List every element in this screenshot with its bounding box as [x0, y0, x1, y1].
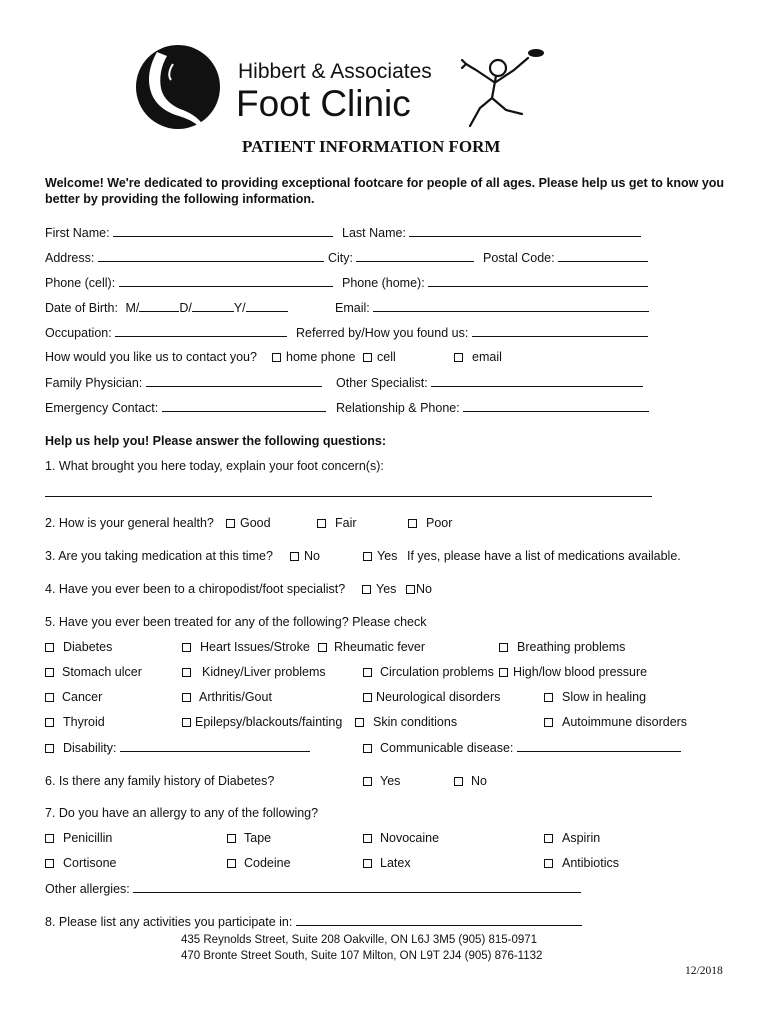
q5-skin[interactable] [355, 715, 457, 729]
occupation-row [45, 325, 287, 340]
q5-healing-label: Slow in healing [562, 690, 647, 704]
revision-date: 12/2018 [685, 965, 723, 977]
q5-breathing[interactable] [499, 640, 625, 654]
contact-cell-option[interactable] [363, 350, 396, 364]
q7-codeine-checkbox[interactable] [227, 859, 236, 868]
q5-blood-pressure-checkbox[interactable] [499, 668, 508, 677]
q2-poor-option[interactable] [408, 516, 452, 530]
q7-novocaine[interactable] [363, 831, 439, 845]
question-4: 4. Have you ever been to a chiropodist/foot specialist? [45, 582, 346, 596]
q5-rheumatic-label: Rheumatic fever [334, 640, 426, 654]
q5-thyroid-label: Thyroid [63, 715, 105, 729]
q2-poor-checkbox[interactable] [408, 519, 417, 528]
q5-cancer-checkbox[interactable] [45, 693, 54, 702]
q7-latex-label: Latex [380, 856, 411, 870]
q2-fair-option[interactable] [317, 516, 357, 530]
q5-healing[interactable] [544, 690, 646, 704]
q5-autoimmune-checkbox[interactable] [544, 718, 553, 727]
last-name-field[interactable] [409, 225, 641, 237]
occupation-label: Occupation: [45, 326, 112, 340]
emergency-contact-label: Emergency Contact: [45, 401, 159, 415]
intro-line-2: better by providing the following information. [45, 192, 315, 206]
q5-circulation-checkbox[interactable] [363, 668, 372, 677]
q7-penicillin-checkbox[interactable] [45, 834, 54, 843]
questions-heading: Help us help you! Please answer the following questions: [45, 434, 387, 448]
phone-home-row [342, 275, 648, 290]
q6-yes-label: Yes [380, 774, 401, 788]
q7-novocaine-label: Novocaine [380, 831, 440, 845]
address-row [45, 250, 324, 265]
question-8: 8. Please list any activities you participate in: [45, 915, 293, 929]
dob-year-field[interactable] [246, 300, 288, 312]
dob-day-field[interactable] [192, 300, 234, 312]
q6-yes-option[interactable] [363, 774, 400, 788]
postal-code-label: Postal Code: [483, 251, 555, 265]
contact-pref-row [45, 350, 257, 364]
contact-home-label: home phone [286, 350, 356, 364]
q7-tape-label: Tape [244, 831, 272, 845]
last-name-row [342, 225, 641, 240]
q7-latex[interactable] [363, 856, 411, 870]
q5-arthritis[interactable] [182, 690, 272, 704]
q2-poor-label: Poor [426, 516, 453, 530]
contact-cell-label: cell [377, 350, 396, 364]
city-label: City: [328, 251, 353, 265]
q4-yes-checkbox[interactable] [362, 585, 371, 594]
contact-email-option[interactable] [454, 350, 502, 364]
q5-thyroid-checkbox[interactable] [45, 718, 54, 727]
q4-no-checkbox[interactable] [406, 585, 415, 594]
email-row [335, 300, 649, 315]
q3-no-option[interactable] [290, 549, 320, 563]
q5-kidney-label: Kidney/Liver problems [202, 665, 326, 679]
phone-home-field[interactable] [428, 275, 648, 287]
q5-kidney[interactable] [182, 665, 326, 679]
question-5: 5. Have you ever been treated for any of the following? Please check [45, 615, 427, 629]
q5-breathing-label: Breathing problems [517, 640, 626, 654]
dob-month-field[interactable] [139, 300, 179, 312]
other-specialist-row [336, 375, 643, 390]
question-1: 1. What brought you here today, explain your foot concern(s): [45, 459, 384, 473]
phone-cell-row [45, 275, 333, 290]
q2-fair-label: Fair [335, 516, 357, 530]
q5-communicable-checkbox[interactable] [363, 744, 372, 753]
question-8-field[interactable] [296, 914, 582, 926]
email-label: Email: [335, 301, 370, 315]
q5-neuro[interactable] [363, 690, 500, 704]
relationship-label: Relationship & Phone: [336, 401, 460, 415]
footer-address-milton: 470 Bronte Street South, Suite 107 Milton, ON L9T 2J4 (905) 876-1132 [181, 950, 543, 962]
address-field[interactable] [98, 250, 324, 262]
contact-email-label: email [472, 350, 502, 364]
question-8-row [45, 914, 582, 929]
q5-diabetes-label: Diabetes [63, 640, 113, 654]
q5-blood-pressure-label: High/low blood pressure [513, 665, 648, 679]
contact-pref-label: How would you like us to contact you? [45, 350, 257, 364]
q7-aspirin-label: Aspirin [562, 831, 601, 845]
relationship-row [336, 400, 649, 415]
q5-breathing-checkbox[interactable] [499, 643, 508, 652]
dob-year-label: Y/ [233, 301, 246, 315]
q7-antibiotics-checkbox[interactable] [544, 859, 553, 868]
q5-arthritis-checkbox[interactable] [182, 693, 191, 702]
first-name-label: First Name: [45, 226, 110, 240]
phone-home-label: Phone (home): [342, 276, 425, 290]
q5-stomach-label: Stomach ulcer [62, 665, 142, 679]
q5-rheumatic-checkbox[interactable] [318, 643, 327, 652]
contact-home-option[interactable] [272, 350, 356, 364]
city-field[interactable] [356, 250, 474, 262]
q5-thyroid[interactable] [45, 715, 105, 729]
q4-yes-option[interactable] [362, 582, 396, 596]
q7-cortisone-label: Cortisone [63, 856, 117, 870]
q3-yes-option[interactable] [363, 549, 397, 563]
q5-skin-label: Skin conditions [373, 715, 458, 729]
brand-subtitle: Foot Clinic [236, 83, 411, 124]
q5-blood-pressure[interactable] [499, 665, 647, 679]
q7-aspirin-checkbox[interactable] [544, 834, 553, 843]
q5-cancer-label: Cancer [62, 690, 103, 704]
question-1-answer-line[interactable] [45, 496, 652, 497]
q5-disability-field[interactable] [120, 740, 310, 752]
q7-antibiotics[interactable] [544, 856, 619, 870]
q3-note: If yes, please have a list of medications available. [407, 549, 681, 563]
q5-skin-checkbox[interactable] [355, 718, 364, 727]
address-label: Address: [45, 251, 95, 265]
email-field[interactable] [373, 300, 649, 312]
q3-yes-label: Yes [377, 549, 398, 563]
q5-stomach[interactable] [45, 665, 142, 679]
contact-cell-checkbox[interactable] [363, 353, 372, 362]
q5-neuro-label: Neurological disorders [376, 690, 501, 704]
contact-email-checkbox[interactable] [454, 353, 463, 362]
q5-heart-checkbox[interactable] [182, 643, 191, 652]
first-name-field[interactable] [113, 225, 333, 237]
referred-by-label: Referred by/How you found us: [296, 326, 469, 340]
q7-cortisone[interactable] [45, 856, 117, 870]
q5-rheumatic[interactable] [318, 640, 425, 654]
q5-cancer[interactable] [45, 690, 102, 704]
q6-no-label: No [471, 774, 487, 788]
first-name-row [45, 225, 333, 240]
family-physician-label: Family Physician: [45, 376, 143, 390]
other-specialist-label: Other Specialist: [336, 376, 428, 390]
q5-healing-checkbox[interactable] [544, 693, 553, 702]
q4-yes-label: Yes [376, 582, 397, 596]
phone-cell-label: Phone (cell): [45, 276, 116, 290]
clinic-logo-foot-icon [135, 44, 221, 130]
last-name-label: Last Name: [342, 226, 406, 240]
q5-kidney-checkbox[interactable] [182, 668, 191, 677]
q5-autoimmune-label: Autoimmune disorders [562, 715, 688, 729]
q5-heart-label: Heart Issues/Stroke [200, 640, 310, 654]
q7-aspirin[interactable] [544, 831, 600, 845]
q5-diabetes-checkbox[interactable] [45, 643, 54, 652]
other-allergies-label: Other allergies: [45, 882, 130, 896]
postal-row [483, 250, 648, 265]
relationship-field[interactable] [463, 400, 649, 412]
q5-communicable-label: Communicable disease: [380, 741, 514, 755]
q7-antibiotics-label: Antibiotics [562, 856, 619, 870]
q5-epilepsy-label: Epilepsy/blackouts/fainting [195, 715, 343, 729]
phone-cell-field[interactable] [119, 275, 333, 287]
other-allergies-row [45, 881, 581, 896]
question-3: 3. Are you taking medication at this time? [45, 549, 273, 563]
q7-latex-checkbox[interactable] [363, 859, 372, 868]
q7-cortisone-checkbox[interactable] [45, 859, 54, 868]
emergency-contact-field[interactable] [162, 400, 326, 412]
q5-circulation[interactable] [363, 665, 494, 679]
city-row [328, 250, 474, 265]
family-physician-field[interactable] [146, 375, 322, 387]
q6-no-checkbox[interactable] [454, 777, 463, 786]
referred-by-field[interactable] [472, 325, 648, 337]
q7-tape-checkbox[interactable] [227, 834, 236, 843]
q2-good-checkbox[interactable] [226, 519, 235, 528]
contact-home-checkbox[interactable] [272, 353, 281, 362]
q7-codeine-label: Codeine [244, 856, 291, 870]
q5-neuro-checkbox[interactable] [363, 693, 372, 702]
q2-fair-checkbox[interactable] [317, 519, 326, 528]
q5-autoimmune[interactable] [544, 715, 687, 729]
q5-diabetes[interactable] [45, 640, 112, 654]
question-6: 6. Is there any family history of Diabetes? [45, 774, 275, 788]
q5-disability[interactable] [45, 740, 310, 755]
q4-no-option[interactable] [406, 582, 432, 596]
q6-yes-checkbox[interactable] [363, 777, 372, 786]
q5-stomach-checkbox[interactable] [45, 668, 54, 677]
question-2: 2. How is your general health? [45, 516, 214, 530]
q3-no-checkbox[interactable] [290, 552, 299, 561]
q7-novocaine-checkbox[interactable] [363, 834, 372, 843]
postal-code-field[interactable] [558, 250, 648, 262]
brand-name: Hibbert & Associates [238, 60, 432, 83]
footer-address-oakville: 435 Reynolds Street, Suite 208 Oakville, ON L6J 3M5 (905) 815-0971 [181, 934, 538, 946]
q3-yes-checkbox[interactable] [363, 552, 372, 561]
family-physician-row [45, 375, 322, 390]
referred-row [296, 325, 648, 340]
dob-row [45, 300, 288, 315]
q5-heart[interactable] [182, 640, 310, 654]
q5-disability-checkbox[interactable] [45, 744, 54, 753]
jumping-child-icon [456, 44, 548, 132]
occupation-field[interactable] [115, 325, 287, 337]
q5-disability-label: Disability: [63, 741, 117, 755]
q7-tape[interactable] [227, 831, 271, 845]
intro-line-1: Welcome! We're dedicated to providing exceptional footcare for people of all ages. Please help us get to know you [45, 176, 725, 190]
other-allergies-field[interactable] [133, 881, 581, 893]
q2-good-label: Good [240, 516, 271, 530]
q5-arthritis-label: Arthritis/Gout [199, 690, 272, 704]
other-specialist-field[interactable] [431, 375, 643, 387]
q5-epilepsy[interactable] [182, 715, 342, 729]
q5-epilepsy-checkbox[interactable] [182, 718, 191, 727]
form-title: PATIENT INFORMATION FORM [242, 137, 501, 156]
dob-label: Date of Birth: [45, 301, 118, 315]
dob-month-label: M/ [125, 301, 140, 315]
emergency-contact-row [45, 400, 326, 415]
dob-day-label: D/ [179, 301, 192, 315]
q7-penicillin-label: Penicillin [63, 831, 113, 845]
q5-circulation-label: Circulation problems [380, 665, 494, 679]
q6-no-option[interactable] [454, 774, 487, 788]
q5-communicable[interactable] [363, 740, 681, 755]
q2-good-option[interactable] [226, 516, 271, 530]
question-7: 7. Do you have an allergy to any of the following? [45, 806, 319, 820]
q3-no-label: No [304, 549, 320, 563]
q5-communicable-field[interactable] [517, 740, 681, 752]
q7-codeine[interactable] [227, 856, 291, 870]
q7-penicillin[interactable] [45, 831, 112, 845]
q4-no-label: No [416, 582, 432, 596]
